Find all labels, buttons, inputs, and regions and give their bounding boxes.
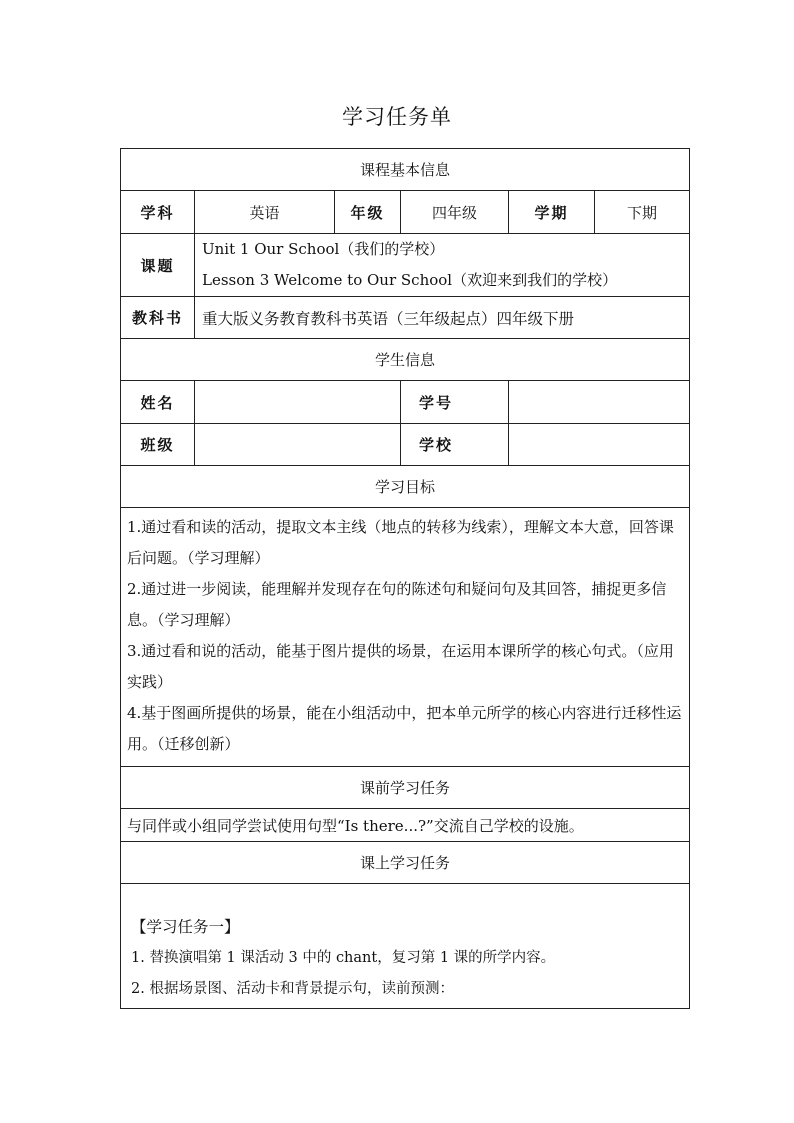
- goal-item: 4.基于图画所提供的场景，能在小组活动中，把本单元所学的核心内容进行迁移性运用。（迁移创新）: [127, 704, 682, 753]
- task-item: 2. 根据场景图、活动卡和背景提示句，读前预测：: [131, 981, 454, 997]
- textbook-label: 教科书: [121, 297, 195, 339]
- task-heading: 【学习任务一】: [131, 918, 240, 936]
- topic-unit: Unit 1 Our School（我们的学校）: [202, 240, 445, 258]
- school-field[interactable]: [509, 424, 690, 466]
- task-item: 1. 替换演唱第 1 课活动 3 中的 chant，复习第 1 课的所学内容。: [131, 950, 556, 966]
- school-label: 学校: [401, 424, 509, 466]
- task-sheet-table: [120, 148, 690, 1009]
- term-value: 下期: [595, 191, 690, 234]
- name-label: 姓名: [121, 381, 195, 424]
- course-info-header: 课程基本信息: [121, 149, 690, 191]
- class-label: 班级: [121, 424, 195, 466]
- student-id-label: 学号: [401, 381, 509, 424]
- goals-header: 学习目标: [121, 466, 690, 508]
- topic-label: 课题: [121, 234, 195, 297]
- goal-item: 1.通过看和读的活动，提取文本主线（地点的转移为线索），理解文本大意，回答课后问题。（学习理解）: [127, 518, 674, 567]
- student-info-header: 学生信息: [121, 339, 690, 381]
- topic-value: [195, 234, 690, 297]
- goal-item: 2.通过进一步阅读，能理解并发现存在句的陈述句和疑问句及其回答，捕捉更多信息。（学习理解）: [127, 580, 667, 629]
- name-field[interactable]: [195, 381, 401, 424]
- pre-class-content: 与同伴或小组同学尝试使用句型“Is there...?”交流自己学校的设施。: [121, 809, 690, 842]
- topic-lesson: Lesson 3 Welcome to Our School（欢迎来到我们的学校）: [202, 271, 618, 289]
- grade-value: 四年级: [401, 191, 509, 234]
- class-field[interactable]: [195, 424, 401, 466]
- in-class-header: 课上学习任务: [121, 842, 690, 884]
- page-title: 学习任务单: [342, 105, 452, 129]
- goal-item: 3.通过看和说的活动，能基于图片提供的场景，在运用本课所学的核心句式。（应用实践）: [127, 642, 674, 691]
- pre-class-header: 课前学习任务: [121, 767, 690, 809]
- textbook-value: 重大版义务教育教科书英语（三年级起点）四年级下册: [195, 297, 690, 339]
- term-label: 学期: [509, 191, 595, 234]
- student-id-field[interactable]: [509, 381, 690, 424]
- subject-value: 英语: [195, 191, 335, 234]
- subject-label: 学科: [121, 191, 195, 234]
- grade-label: 年级: [335, 191, 401, 234]
- in-class-content: [121, 884, 690, 1009]
- goals-list: [121, 508, 690, 767]
